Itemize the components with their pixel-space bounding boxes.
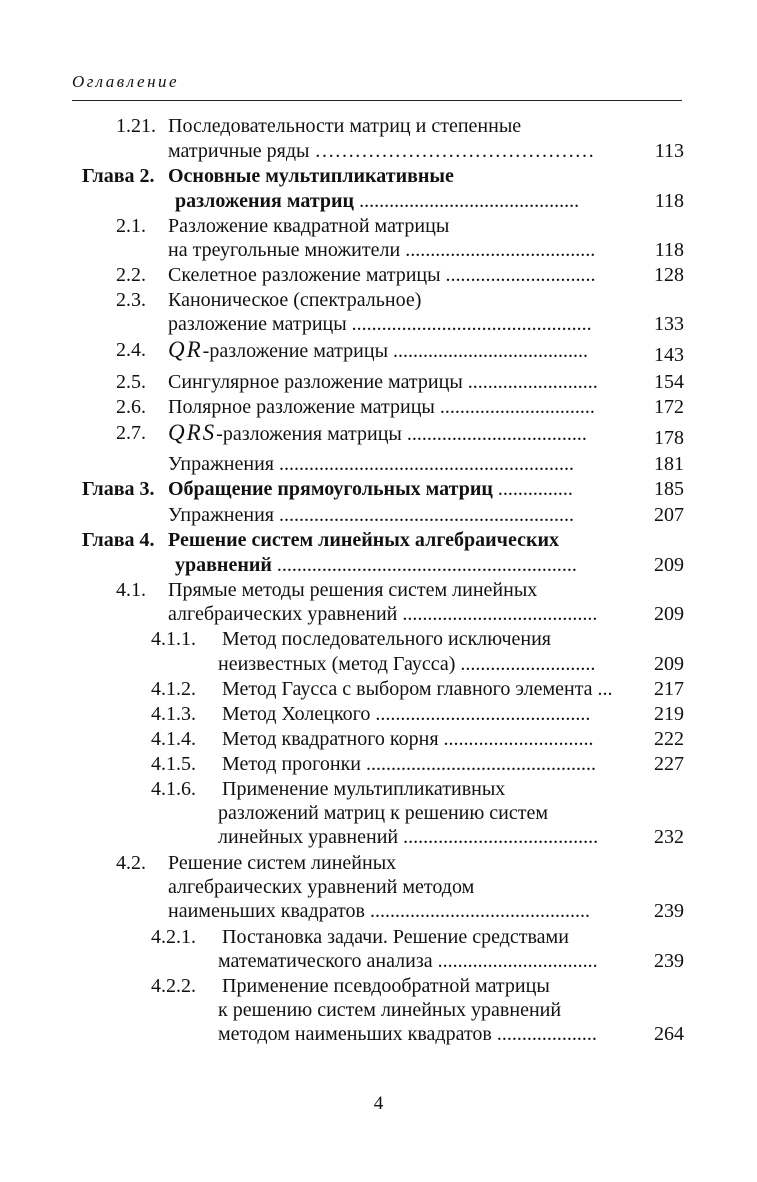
toc-page: 232 xyxy=(654,826,684,848)
toc-title-text: -разложения матрицы .................................... xyxy=(216,423,587,445)
toc-chapter-cont xyxy=(175,189,579,213)
toc-title: Применение псевдообратной матрицы xyxy=(222,975,550,997)
toc-label: 2.3. xyxy=(116,289,146,311)
toc-title-cont: разложений матриц к решению систем xyxy=(218,802,549,824)
toc-title-cont: к решению систем линейных уравнений xyxy=(218,999,562,1021)
toc-chapter-cont-bold: уравнений xyxy=(175,554,272,576)
toc-page: 219 xyxy=(654,703,684,725)
toc-chapter-title: Основные мультипликативные xyxy=(168,165,454,187)
toc-title-cont: методом наименьших квадратов .................... xyxy=(218,1023,597,1045)
toc-page: 222 xyxy=(654,728,684,750)
toc-title: Применение мультипликативных xyxy=(222,778,506,800)
toc-title: Прямые методы решения систем линейных xyxy=(168,579,538,601)
toc-title: Метод Холецкого ........................................... xyxy=(222,703,591,725)
toc-title: Метод квадратного корня .............................. xyxy=(222,728,594,750)
toc-label: 2.7. xyxy=(116,422,146,444)
toc-title: Сингулярное разложение матрицы .......................... xyxy=(168,371,598,393)
toc-page: 143 xyxy=(654,344,684,366)
toc-label: 4.1. xyxy=(116,579,146,601)
math-symbol: QR xyxy=(168,337,203,362)
toc-label: 4.1.4. xyxy=(151,728,196,750)
toc-label: 2.1. xyxy=(116,215,146,237)
toc-chapter-title: Решение систем линейных алгебраических xyxy=(168,529,559,551)
toc-title: Упражнения ........................................................... xyxy=(168,504,574,526)
toc-chapter-label: Глава 3. xyxy=(82,478,155,500)
toc-chapter-title xyxy=(168,477,573,501)
toc-title: Последовательности матриц и степенные xyxy=(168,115,522,137)
toc-page: 207 xyxy=(654,504,684,526)
toc-label: 4.2.2. xyxy=(151,975,196,997)
toc-title-cont: разложение матрицы ................................................ xyxy=(168,313,592,335)
toc-leader: ............................................................ xyxy=(271,554,577,576)
toc-page: 217 xyxy=(654,678,684,700)
toc-page: 128 xyxy=(654,264,684,286)
toc-title: Постановка задачи. Решение средствами xyxy=(222,926,569,948)
running-header xyxy=(72,70,682,101)
toc-page: 227 xyxy=(654,753,684,775)
toc-page: 239 xyxy=(654,900,684,922)
toc-label: 4.1.6. xyxy=(151,778,196,800)
toc-label: 4.1.2. xyxy=(151,678,196,700)
toc-title-cont: алгебраических уравнений ....................................... xyxy=(168,603,598,625)
toc-label: 2.2. xyxy=(116,264,146,286)
toc-chapter-cont-bold: разложения матриц xyxy=(175,190,355,212)
toc-title xyxy=(168,421,587,445)
toc-label: 1.21. xyxy=(116,115,156,137)
toc-page: 209 xyxy=(654,603,684,625)
toc-title-cont: матричные ряды …………………………………… xyxy=(168,140,595,162)
toc-chapter-cont xyxy=(175,553,577,577)
toc-label: 4.2.1. xyxy=(151,926,196,948)
toc-title-cont: на треугольные множители ...................................... xyxy=(168,239,596,261)
toc-page: 239 xyxy=(654,950,684,972)
toc-page: 118 xyxy=(654,190,684,212)
toc-label: 2.5. xyxy=(116,371,146,393)
toc-page: 209 xyxy=(654,554,684,576)
toc-page: 185 xyxy=(654,478,684,500)
toc-title: Метод последовательного исключения xyxy=(222,628,551,650)
toc-title-cont: наименьших квадратов ............................................ xyxy=(168,900,590,922)
toc-title: Каноническое (спектральное) xyxy=(168,289,422,311)
toc-title: Упражнения ........................................................... xyxy=(168,453,574,475)
toc-page: 264 xyxy=(654,1023,684,1045)
toc-label: 4.2. xyxy=(116,852,146,874)
toc-chapter-label: Глава 2. xyxy=(82,165,155,187)
toc-title: Метод Гаусса с выбором главного элемента ... xyxy=(222,678,613,700)
toc-page: 209 xyxy=(654,653,684,675)
toc-title: Полярное разложение матрицы ............................... xyxy=(168,396,595,418)
toc-page: 113 xyxy=(654,140,684,162)
toc-title: Решение систем линейных xyxy=(168,852,397,874)
toc-title xyxy=(168,338,588,362)
toc-title-cont: линейных уравнений ....................................... xyxy=(218,826,599,848)
toc-page: 172 xyxy=(654,396,684,418)
toc-label: 2.6. xyxy=(116,396,146,418)
toc-title: Скелетное разложение матрицы .............................. xyxy=(168,264,596,286)
toc-chapter-title-bold: Обращение прямоугольных матриц xyxy=(168,478,493,500)
toc-chapter-label: Глава 4. xyxy=(82,529,155,551)
page-number: 4 xyxy=(373,1093,384,1114)
toc-page: 133 xyxy=(654,313,684,335)
toc-label: 4.1.5. xyxy=(151,753,196,775)
toc-page: 178 xyxy=(654,427,684,449)
toc-title-text: -разложение матрицы ....................................... xyxy=(202,340,589,362)
toc-title-cont: алгебраических уравнений методом xyxy=(168,876,475,898)
header-title: Оглавление xyxy=(72,72,180,91)
toc-label: 2.4. xyxy=(116,339,146,361)
toc-page: 118 xyxy=(654,239,684,261)
toc-label: 4.1.1. xyxy=(151,628,196,650)
toc-page: 154 xyxy=(654,371,684,393)
toc-page: 181 xyxy=(654,453,684,475)
toc-title: Метод прогонки .............................................. xyxy=(222,753,597,775)
toc-title-cont: неизвестных (метод Гаусса) ........................... xyxy=(218,653,596,675)
math-symbol: QRS xyxy=(168,420,217,445)
toc-label: 4.1.3. xyxy=(151,703,196,725)
toc-leader: ............... xyxy=(492,478,573,500)
toc-title: Разложение квадратной матрицы xyxy=(168,215,450,237)
toc-leader: ............................................ xyxy=(354,190,580,212)
toc-title-cont: математического анализа ................................ xyxy=(218,950,598,972)
